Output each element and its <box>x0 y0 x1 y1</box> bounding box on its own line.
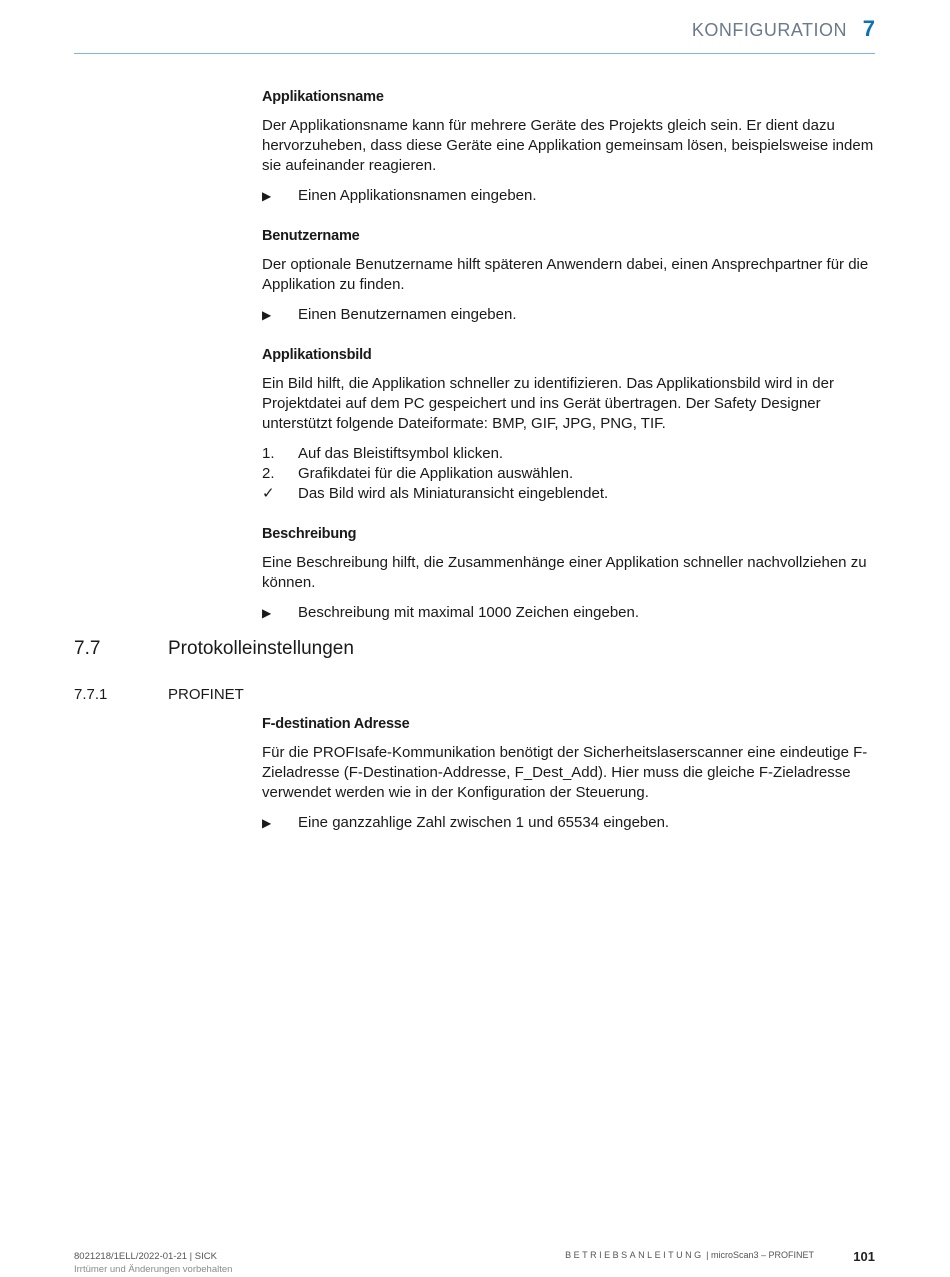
result-text: Das Bild wird als Miniaturansicht eingeblendet. <box>298 485 609 502</box>
footer-right <box>565 1250 814 1260</box>
disclaimer: Irrtümer und Änderungen vorbehalten <box>74 1264 233 1275</box>
paragraph-beschreibung: Eine Beschreibung hilft, die Zusammenhänge einer Applikation schneller nachvollziehen zu können. <box>262 554 867 591</box>
result-item <box>262 484 874 504</box>
action-text: Beschreibung mit maximal 1000 Zeichen eingeben. <box>298 604 640 621</box>
paragraph-benutzername: Der optionale Benutzername hilft späteren Anwendern dabei, einen Ansprechpartner für die Applikation zu finden. <box>262 256 869 293</box>
page-number: 101 <box>853 1249 875 1264</box>
heading-beschreibung: Beschreibung <box>262 526 357 542</box>
step-list <box>262 444 874 504</box>
document-id: 8021218/1ELL/2022-01-21 | SICK <box>74 1251 217 1262</box>
step-text: Grafikdatei für die Applikation auswählen. <box>298 465 574 482</box>
action-item <box>262 813 874 833</box>
step-item <box>262 464 874 484</box>
step-item <box>262 444 874 464</box>
profinet-content <box>262 714 874 853</box>
action-text: Eine ganzzahlige Zahl zwischen 1 und 65534 eingeben. <box>298 814 670 831</box>
paragraph-applikationsname: Der Applikationsname kann für mehrere Geräte des Projekts gleich sein. Er dient dazu hervorzuheben, dass diese Geräte eine Applikation gemeinsam lösen, beispielsweise indem sie aufeinander reagieren. <box>262 117 874 174</box>
action-text: Einen Applikationsnamen eingeben. <box>298 187 537 204</box>
heading-applikationsname: Applikationsname <box>262 89 384 105</box>
action-item <box>262 603 874 623</box>
subsection-title: PROFINET <box>168 686 244 703</box>
page-header <box>74 0 875 54</box>
step-text: Auf das Bleistiftsymbol klicken. <box>298 445 504 462</box>
triangle-bullet-icon: ▶ <box>262 816 272 830</box>
product-label: | microScan3 – PROFINET <box>706 1250 814 1260</box>
step-marker: 1. <box>262 445 275 462</box>
triangle-bullet-icon: ▶ <box>262 308 272 322</box>
subsection-number: 7.7.1 <box>74 686 108 703</box>
triangle-bullet-icon: ▶ <box>262 606 272 620</box>
checkmark-icon: ✓ <box>262 485 275 502</box>
section-title: Protokolleinstellungen <box>168 638 354 659</box>
heading-benutzername: Benutzername <box>262 228 360 244</box>
chapter-title: KONFIGURATION <box>691 20 847 40</box>
triangle-bullet-icon: ▶ <box>262 189 272 203</box>
heading-applikationsbild: Applikationsbild <box>262 347 372 363</box>
action-item <box>262 186 874 206</box>
step-marker: 2. <box>262 465 275 482</box>
heading-f-destination: F-destination Adresse <box>262 716 410 732</box>
paragraph-f-destination: Für die PROFIsafe-Kommunikation benötigt der Sicherheitslaserscanner eine eindeutige F-Zieladresse (F-Destination-Addresse, F_Dest_Add). Hier muss die gleiche F-Zieladresse verwendet werden wie in der Konfiguration der Steuerung. <box>262 744 868 801</box>
main-content <box>262 87 874 643</box>
action-item <box>262 305 874 325</box>
section-number: 7.7 <box>74 638 101 659</box>
manual-label: BETRIEBSANLEITUNG <box>565 1250 704 1260</box>
chapter-number: 7 <box>862 16 875 41</box>
action-text: Einen Benutzernamen eingeben. <box>298 306 517 323</box>
paragraph-applikationsbild: Ein Bild hilft, die Applikation schneller zu identifizieren. Das Applikationsbild wird in der Projektdatei auf dem PC gespeichert und ins Gerät übertragen. Der Safety Designer unterstützt folgende Dateiformate: BMP, GIF, JPG, PNG, TIF. <box>262 375 834 432</box>
footer-left <box>74 1250 232 1276</box>
